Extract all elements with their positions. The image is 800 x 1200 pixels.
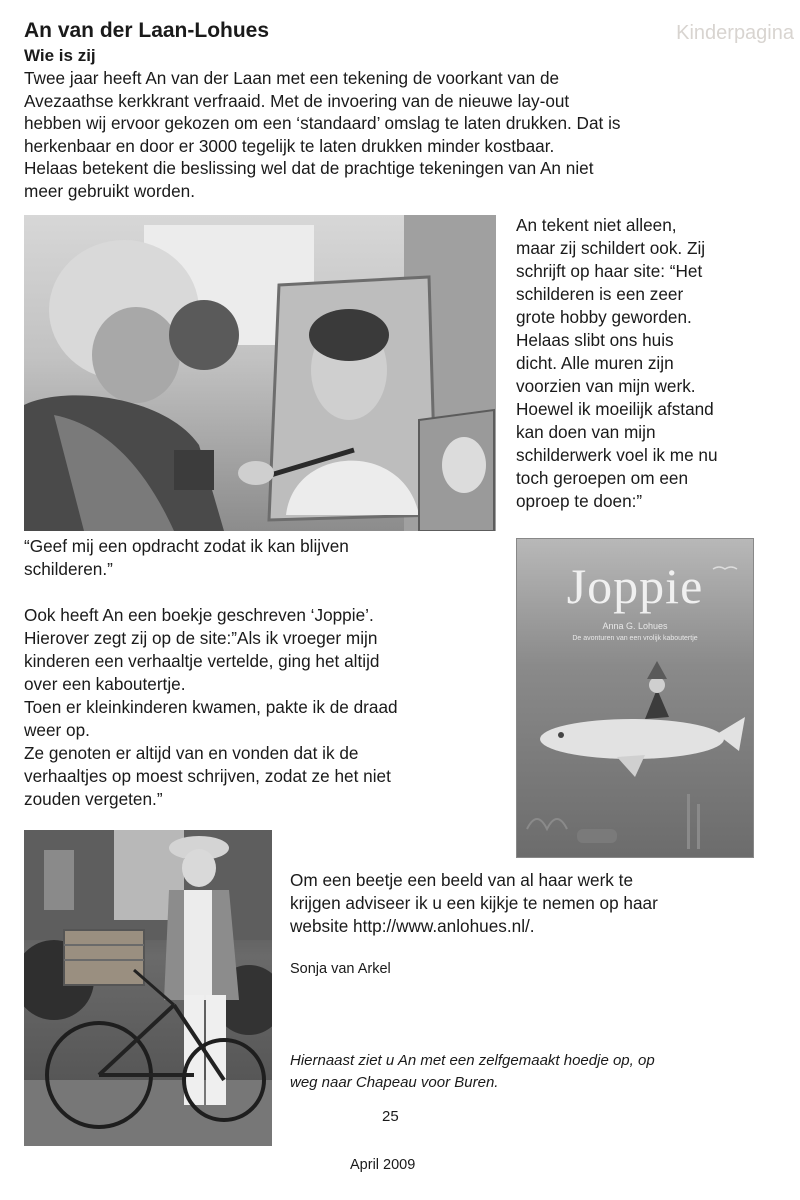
intro-line: herkenbaar en door er 3000 tegelijk te laten drukken minder kostbaar. bbox=[24, 135, 555, 156]
bicycle-photo bbox=[24, 830, 272, 1146]
book-cover-author: Anna G. Lohues bbox=[602, 621, 668, 631]
book-cover-title: Joppie bbox=[566, 558, 704, 614]
joppie-line: Ze genoten er altijd van en vonden dat ik de bbox=[24, 743, 359, 763]
article-subtitle: Wie is zij bbox=[24, 46, 96, 65]
joppie-line: verhaaltjes op moest schrijven, zodat ze het niet bbox=[24, 766, 391, 786]
intro-line: hebben wij ervoor gekozen om een ‘standaard’ omslag te laten drukken. Dat is bbox=[24, 113, 621, 133]
quote-line: “Geef mij een opdracht zodat ik kan blijven bbox=[24, 536, 349, 556]
joppie-line: kinderen een verhaaltje vertelde, ging het altijd bbox=[24, 651, 380, 671]
commission-quote bbox=[24, 535, 494, 580]
book-cover-subtitle: De avonturen van een vrolijk kaboutertje bbox=[572, 635, 698, 642]
painter-photo-illustration bbox=[24, 215, 496, 531]
article-title: An van der Laan-Lohues bbox=[24, 19, 270, 42]
painting-line: An tekent niet alleen, bbox=[516, 215, 677, 235]
intro-line: meer gebruikt worden. bbox=[24, 180, 196, 201]
issue-date: April 2009 bbox=[350, 1157, 416, 1173]
page-number: 25 bbox=[382, 1108, 399, 1125]
joppie-line: Toen er kleinkinderen kwamen, pakte ik de draad bbox=[24, 697, 398, 717]
bleed-through-text: Kinderpagina bbox=[676, 22, 794, 44]
intro-paragraph bbox=[24, 67, 784, 202]
joppie-line: Ook heeft An een boekje geschreven ‘Joppie’. bbox=[24, 605, 374, 625]
bicycle-photo-illustration bbox=[24, 830, 272, 1146]
painting-line: Helaas slibt ons huis bbox=[516, 330, 674, 350]
painter-photo bbox=[24, 215, 496, 531]
website-line: krijgen adviseer ik u een kijkje te nemen op haar bbox=[290, 893, 658, 913]
dolphin-illustration bbox=[517, 539, 753, 857]
joppie-line: over een kaboutertje. bbox=[24, 674, 186, 694]
painting-line: Hoewel ik moeilijk afstand bbox=[516, 399, 714, 419]
joppie-line: weer op. bbox=[24, 720, 90, 740]
painting-line: schrijft op haar site: “Het bbox=[516, 261, 703, 281]
painting-line: oproep te doen:” bbox=[516, 491, 643, 511]
painting-line: maar zij schildert ook. Zij bbox=[516, 238, 706, 258]
joppie-line: Hierover zegt zij op de site:”Als ik vroeger mijn bbox=[24, 628, 378, 648]
website-link[interactable]: website http://www.anlohues.nl/. bbox=[290, 916, 535, 936]
joppie-line: zouden vergeten.” bbox=[24, 789, 163, 809]
painting-line: schilderen is een zeer bbox=[516, 284, 684, 304]
intro-line: Twee jaar heeft An van der Laan met een tekening de voorkant van de bbox=[24, 68, 560, 88]
painting-line: dicht. Alle muren zijn bbox=[516, 353, 674, 373]
quote-line: schilderen.” bbox=[24, 558, 113, 579]
painting-line: voorzien van mijn werk. bbox=[516, 376, 696, 396]
painting-line: kan doen van mijn bbox=[516, 422, 656, 442]
website-line: Om een beetje een beeld van al haar werk te bbox=[290, 870, 634, 890]
website-paragraph bbox=[290, 869, 770, 938]
joppie-book-cover bbox=[516, 538, 754, 858]
caption-line: weg naar Chapeau voor Buren. bbox=[290, 1074, 499, 1091]
painting-line: schilderwerk voel ik me nu bbox=[516, 445, 718, 465]
painting-line: grote hobby geworden. bbox=[516, 307, 692, 327]
painting-paragraph bbox=[516, 214, 786, 513]
caption-line: Hiernaast ziet u An met een zelfgemaakt hoedje op, op bbox=[290, 1052, 655, 1069]
photo-caption bbox=[290, 1050, 770, 1094]
painting-line: toch geroepen om een bbox=[516, 468, 689, 488]
intro-line: Avezaathse kerkkrant verfraaid. Met de invoering van de nieuwe lay-out bbox=[24, 90, 570, 111]
joppie-paragraph bbox=[24, 604, 504, 811]
intro-line: Helaas betekent die beslissing wel dat de prachtige tekeningen van An niet bbox=[24, 158, 594, 178]
author-name: Sonja van Arkel bbox=[290, 961, 391, 977]
